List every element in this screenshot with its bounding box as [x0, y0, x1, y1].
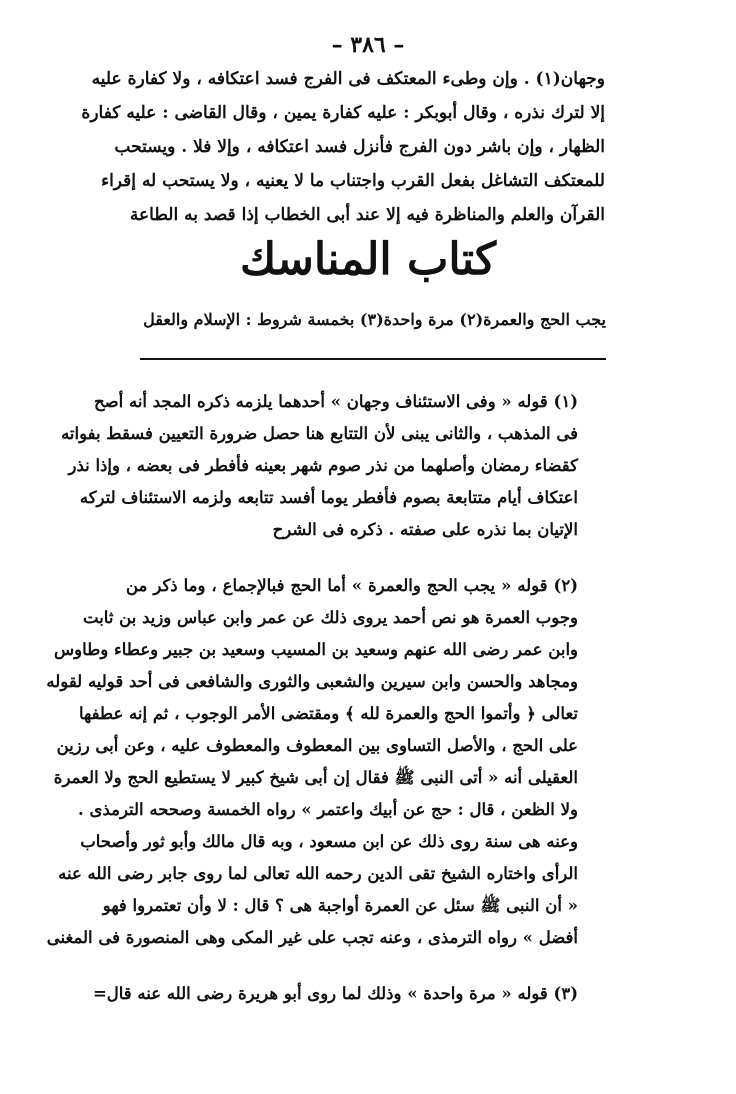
- main-text: [81, 62, 605, 232]
- footnote-line: (٢) قوله « يجب الحج والعمرة » أما الحج فبالإجماع ، وما ذكر من: [126, 576, 578, 595]
- footnote-line: فى المذهب ، والثانى يبنى لأن التتابع هنا حصل ضرورة التعيين فسقط بفواته: [61, 424, 578, 443]
- footnote-line: وجوب العمرة هو نص أحمد يروى ذلك عن عمر وابن عباس وزيد بن ثابت: [83, 608, 578, 627]
- footnote-line: « أن النبى ﷺ سئل عن العمرة أواجبة هى ؟ قال : لا وأن تعتمروا فهو: [102, 896, 578, 915]
- footnote-line: (٣) قوله « مرة واحدة » وذلك لما روى أبو هريرة رضى الله عنه قال=: [92, 984, 578, 1003]
- footnote-1: [61, 386, 578, 546]
- page-number: – ٣٨٦ –: [331, 32, 405, 58]
- footnote-line: الرأى واختاره الشيخ تقى الدين رحمه الله تعالى لما روى جابر رضى الله عنه: [58, 864, 578, 883]
- footnote-line: تعالى ﴿ وأتموا الحج والعمرة لله ﴾ ومقتضى الأمر الوجوب ، ثم إنه عطفها: [78, 704, 578, 723]
- footnote-line: وابن عمر رضى الله عنهم وسعيد بن المسيب وسعيد بن جبير وعطاء وطاوس: [54, 640, 578, 659]
- footnote-line: العقيلى أنه « أتى النبى ﷺ فقال إن أبى شيخ كبير لا يستطيع الحج ولا العمرة: [53, 768, 578, 787]
- footnote-line: ومجاهد والحسن وابن سيرين والشعبى والثورى والشافعى فى أحد قوليه لقوله: [46, 672, 578, 691]
- intro-line: يجب الحج والعمرة(٢) مرة واحدة(٣) بخمسة شروط : الإسلام والعقل: [143, 310, 606, 329]
- main-line: وجهان(١) . وإن وطىء المعتكف فى الفرج فسد اعتكافه ، ولا كفارة عليه: [91, 69, 605, 89]
- main-line: الظهار ، وإن باشر دون الفرج فأنزل فسد اعتكافه ، وإلا فلا . ويستحب: [114, 137, 605, 157]
- footnote-line: الإتيان بما نذره على صفته . ذكره فى الشرح: [272, 520, 578, 539]
- main-line: للمعتكف التشاغل بفعل القرب واجتناب ما لا يعنيه ، ولا يستحب له إقراء: [101, 171, 605, 191]
- footnote-line: على الحج ، والأصل التساوى بين المعطوف والمعطوف عليه ، وعن أبى رزين: [56, 736, 578, 755]
- footnote-divider: [140, 358, 606, 360]
- footnote-2: [46, 570, 578, 954]
- footnote-3: [92, 978, 578, 1010]
- footnote-line: اعتكاف أيام متتابعة بصوم فأفطر يوما أفسد تتابعه ولزمه الاستئناف لتركه: [79, 488, 578, 507]
- footnote-line: ولا الظعن ، قال : حج عن أبيك واعتمر » رواه الخمسة وصححه الترمذى .: [78, 800, 578, 819]
- footnote-line: أفضل » رواه الترمذى ، وعنه تجب على غير المكى وهى المنصورة فى المغنى: [46, 928, 578, 947]
- book-title: كتاب المناسك: [239, 234, 497, 285]
- footnote-line: (١) قوله « وفى الاستئناف وجهان » أحدهما يلزمه ذكره المجد أنه أصح: [94, 392, 578, 411]
- footnote-line: كقضاء رمضان وأصلهما من نذر صوم شهر بعينه فأفطر فى بعضه ، وإذا نذر: [68, 456, 578, 475]
- main-line: القرآن والعلم والمناظرة فيه إلا عند أبى الخطاب إذا قصد به الطاعة: [129, 205, 605, 225]
- footnote-line: وعنه هى سنة روى ذلك عن ابن مسعود ، وبه قال مالك وأبو ثور وأصحاب: [80, 832, 578, 851]
- main-line: إلا لترك نذره ، وقال أبوبكر : عليه كفارة يمين ، وقال القاضى : عليه كفارة: [81, 103, 605, 123]
